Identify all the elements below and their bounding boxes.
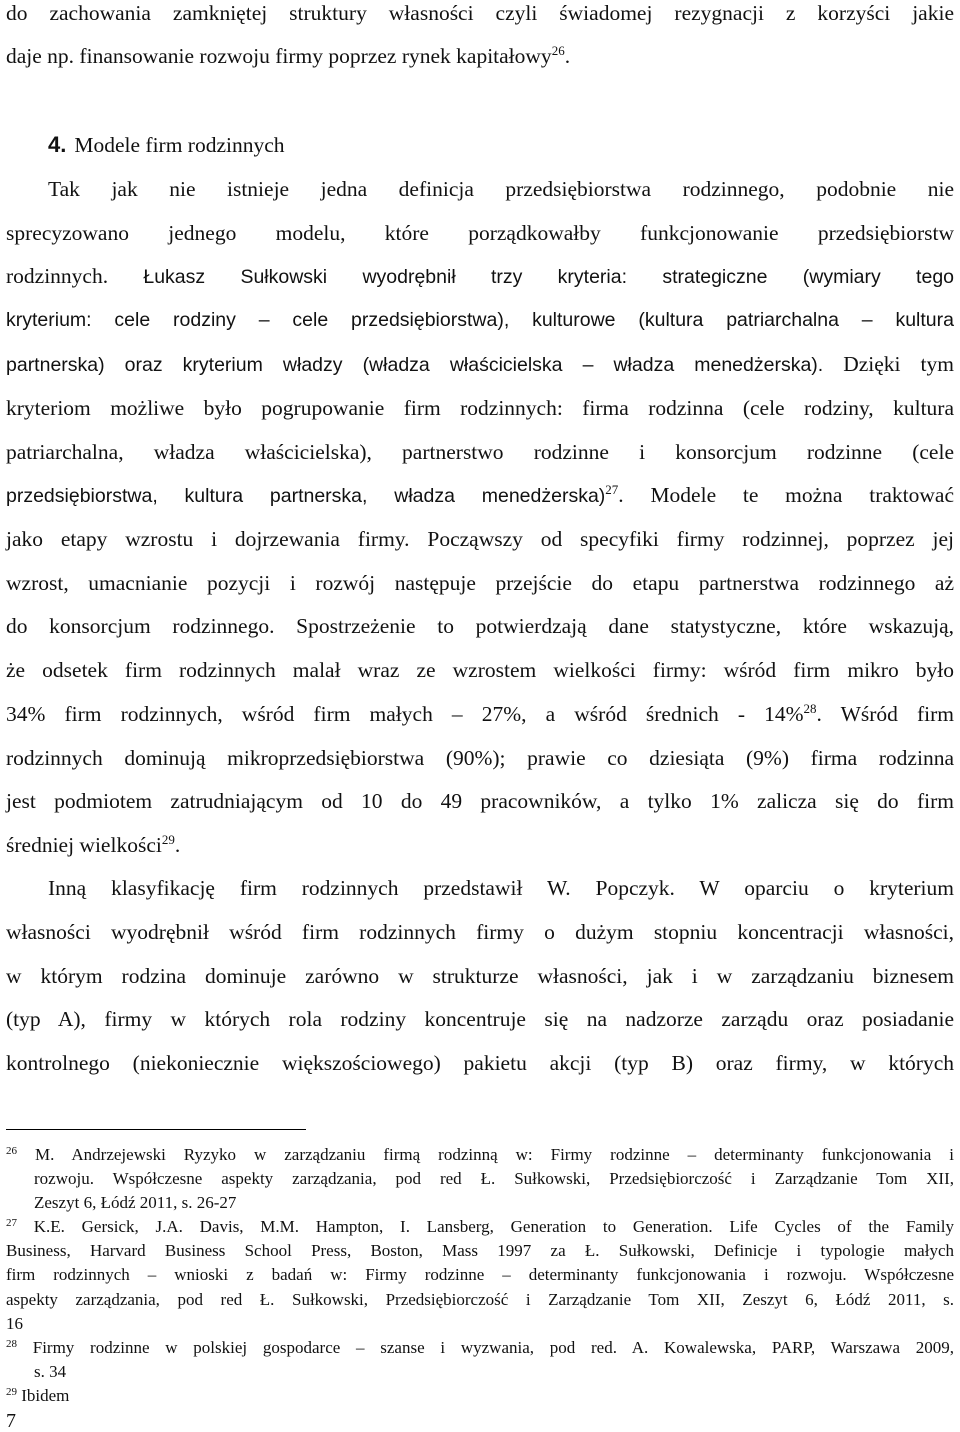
text-line: rodzinnych. Łukasz Sułkowski wyodrębnił trzy kryteria: strategiczne (wymiary tego (6, 264, 955, 288)
text-line: Tak jak nie istnieje jedna definicja przedsiębiorstwa rodzinnego, podobnie nie (48, 177, 954, 201)
footnote-line: 16 (6, 1314, 23, 1333)
footnote-line: Zeszyt 6, Łódź 2011, s. 26-27 (34, 1193, 237, 1212)
section-title: Modele firm rodzinnych (74, 133, 285, 157)
footnote-line: Business, Harvard Business School Press, Boston, Mass 1997 za Ł. Sułkowski, Definicje i typologie małych (6, 1241, 954, 1260)
text-line: do konsorcjum rodzinnego. Spostrzeżenie to potwierdzają dane statystyczne, które wskazują, (6, 614, 954, 638)
section-number: 4. (48, 132, 67, 157)
text-line: 34% firm rodzinnych, wśród firm małych – 27%, a wśród średnich - 14%$^{28}$. Wśród firm (6, 701, 955, 726)
text-line: do zachowania zamkniętej struktury własności czyli świadomej rezygnacji z korzyści jakie (6, 1, 954, 25)
footnote-27: $^{27}$ K.E. Gersick, J.A. Davis, M.M. Hampton, I. Lansberg, Generation to Generation. Life Cycles of the Family (6, 1217, 955, 1236)
section-heading (48, 132, 285, 158)
text-line: przedsiębiorstwa, kultura partnerska, władza menedżerska)$^{27}$. Modele te można traktować (6, 482, 954, 507)
text-line: średniej wielkości$^{29}$. (6, 832, 181, 857)
text-line: (typ A), firmy w których rola rodziny koncentruje się na nadzorze zarządu oraz posiadanie (6, 1007, 954, 1031)
footnote-29: $^{29}$ Ibidem (6, 1386, 70, 1405)
text-line: jako etapy wzrostu i dojrzewania firmy. Począwszy od specyfiki firmy rodzinnej, poprzez jej (6, 527, 954, 551)
text-line: wzrost, umacnianie pozycji i rozwój następuje przejście do etapu partnerstwa rodzinnego aż (6, 571, 954, 595)
footnote-26: $^{26}$ M. Andrzejewski Ryzyko w zarządzaniu firmą rodzinną w: Firmy rodzinne – determinanty funkcjonowania i (6, 1145, 954, 1164)
text-line: własności wyodrębnił wśród firm rodzinnych firmy o dużym stopniu koncentracji własności, (6, 920, 954, 944)
footnote-line: aspekty zarządzania, pod red Ł. Sułkowski, Przedsiębiorczość i Zarządzanie Tom XII, Zeszyt 6, Łódź 2011, s. (6, 1290, 954, 1309)
footnote-28: $^{28}$ Firmy rodzinne w polskiej gospodarce – szanse i wyzwania, pod red. A. Kowalewska, PARP, Warszawa 2009, (6, 1338, 955, 1357)
footnote-ref[interactable]: 27 (605, 482, 619, 497)
footnote-separator (6, 1129, 306, 1130)
text-line: że odsetek firm rodzinnych malał wraz ze wzrostem wielkości firmy: wśród firm mikro było (6, 658, 954, 682)
text-line: partnerska) oraz kryterium władzy (władza właścicielska – władza menedżerska). Dzięki tym (6, 352, 954, 376)
footnote-ref[interactable]: 28 (803, 701, 817, 716)
footnote-line: firm rodzinnych – wnioski z badań w: Firmy rodzinne – determinanty funkcjonowania i rozwoju. Współczesne (6, 1265, 954, 1284)
footnote-ref[interactable]: 26 (551, 43, 565, 58)
text-line: kontrolnego (niekoniecznie większościowego) pakietu akcji (typ B) oraz firmy, w których (6, 1051, 954, 1075)
footnote-line: s. 34 (34, 1362, 67, 1381)
text-line: daje np. finansowanie rozwoju firmy poprzez rynek kapitałowy$^{26}$. (6, 43, 571, 68)
text-line: sprecyzowano jednego modelu, które porządkowałby funkcjonowanie przedsiębiorstw (6, 221, 954, 245)
text-line: rodzinnych dominują mikroprzedsiębiorstwa (90%); prawie co dziesiąta (9%) firma rodzinna (6, 746, 954, 770)
text-line: kryteriom możliwe było pogrupowanie firm rodzinnych: firma rodzinna (cele rodziny, kultura (6, 396, 954, 420)
text-line: patriarchalna, władza właścicielska), partnerstwo rodzinne i konsorcjum rodzinne (cele (6, 440, 954, 464)
footnote-ref[interactable]: 29 (161, 832, 175, 847)
text-line: jest podmiotem zatrudniającym od 10 do 49 pracowników, a tylko 1% zalicza się do firm (6, 789, 954, 813)
text-line: kryterium: cele rodziny – cele przedsiębiorstwa), kulturowe (kultura patriarchalna – kultura (6, 309, 954, 331)
footnote-line: rozwoju. Współczesne aspekty zarządzania, pod red Ł. Sułkowski, Przedsiębiorczość i Zarządzanie Tom XII, (34, 1169, 954, 1188)
text-line: w którym rodzina dominuje zarówno w strukturze własności, jak i w zarządzaniu biznesem (6, 964, 954, 988)
page-number: 7 (6, 1410, 16, 1432)
text-line: Inną klasyfikację firm rodzinnych przedstawił W. Popczyk. W oparciu o kryterium (48, 876, 954, 900)
